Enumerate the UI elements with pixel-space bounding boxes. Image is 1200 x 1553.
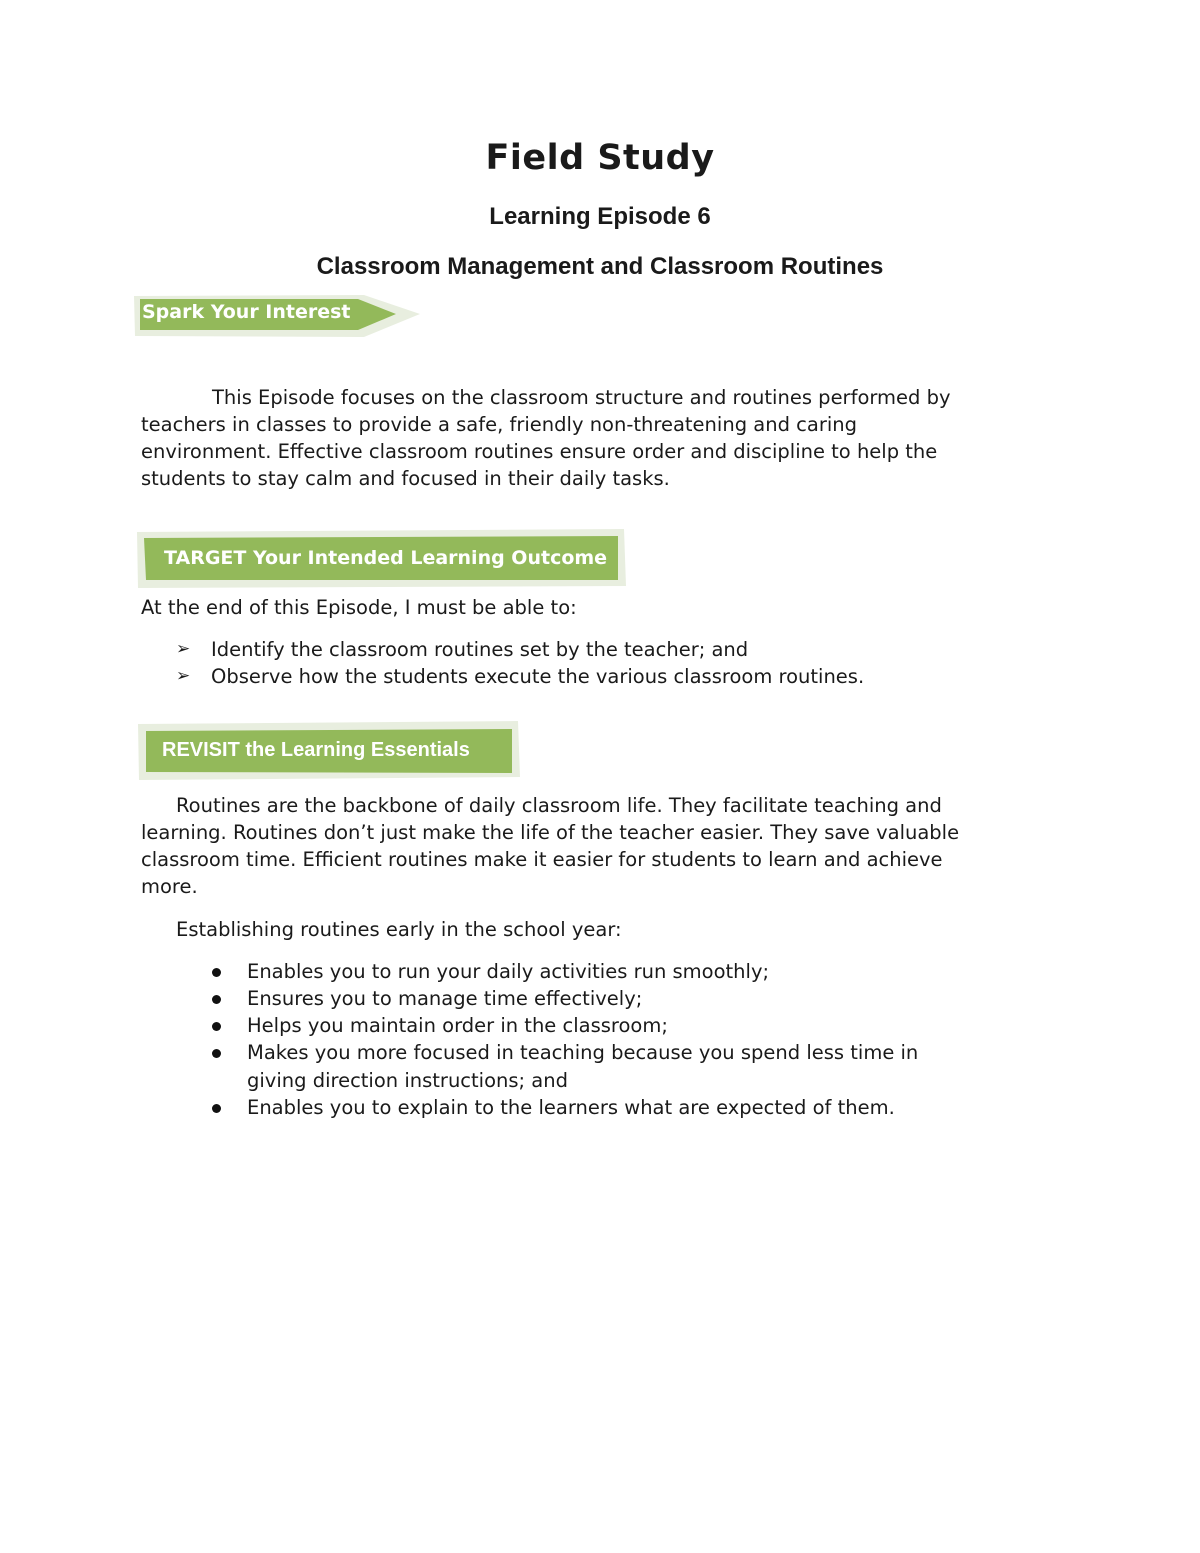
- revisit-item-text: Enables you to run your daily activities run smoothly;: [247, 960, 770, 983]
- revisit-item-text: Helps you maintain order in the classroom;: [247, 1014, 668, 1037]
- list-item: [212, 1094, 895, 1121]
- revisit-line: Routines are the backbone of daily classroom life. They facilitate teaching and: [176, 794, 942, 817]
- spark-banner-label: Spark Your Interest: [142, 301, 351, 323]
- list-item: [176, 636, 748, 663]
- target-banner-label: TARGET Your Intended Learning Outcome: [164, 547, 608, 569]
- spark-line: students to stay calm and focused in their daily tasks.: [141, 467, 670, 490]
- topic-heading: Classroom Management and Classroom Routines: [316, 253, 884, 280]
- revisit-line: learning. Routines don’t just make the life of the teacher easier. They save valuable: [141, 821, 960, 844]
- list-item: [176, 663, 864, 690]
- list-item: [212, 1012, 668, 1039]
- list-item: [212, 958, 769, 985]
- spark-line: teachers in classes to provide a safe, friendly non-threatening and caring: [141, 413, 857, 436]
- spark-line: environment. Effective classroom routines ensure order and discipline to help the: [141, 440, 938, 463]
- dot-bullet-icon: [212, 995, 221, 1004]
- revisit-item-text: Ensures you to manage time effectively;: [247, 987, 643, 1010]
- dot-bullet-icon: [212, 1104, 221, 1113]
- dot-bullet-icon: [212, 1049, 221, 1058]
- arrow-bullet-icon: ➢: [176, 666, 191, 686]
- revisit-intro: Establishing routines early in the school year:: [176, 918, 622, 941]
- revisit-paragraph: [141, 792, 1081, 900]
- spark-line: This Episode focuses on the classroom structure and routines performed by: [212, 386, 951, 409]
- revisit-item-text: Enables you to explain to the learners what are expected of them.: [247, 1096, 895, 1119]
- arrow-bullet-icon: ➢: [176, 639, 191, 659]
- target-item-text: Observe how the students execute the various classroom routines.: [211, 665, 865, 688]
- revisit-banner-label: REVISIT the Learning Essentials: [162, 739, 470, 761]
- revisit-line: classroom time. Efficient routines make it easier for students to learn and achieve: [141, 848, 943, 871]
- document-title: Field Study: [485, 138, 715, 178]
- list-item: [212, 985, 642, 1012]
- target-intro: At the end of this Episode, I must be able to:: [141, 596, 577, 619]
- list-item-continuation: [212, 1067, 568, 1094]
- revisit-item-text: Makes you more focused in teaching because you spend less time in: [247, 1041, 919, 1064]
- dot-bullet-icon: [212, 1022, 221, 1031]
- dot-bullet-icon: [212, 968, 221, 977]
- spark-paragraph: [141, 384, 1081, 492]
- revisit-item-text: giving direction instructions; and: [247, 1069, 568, 1092]
- revisit-line: more.: [141, 875, 198, 898]
- episode-heading: Learning Episode 6: [489, 203, 711, 230]
- list-item: [212, 1039, 918, 1066]
- target-item-text: Identify the classroom routines set by the teacher; and: [211, 638, 749, 661]
